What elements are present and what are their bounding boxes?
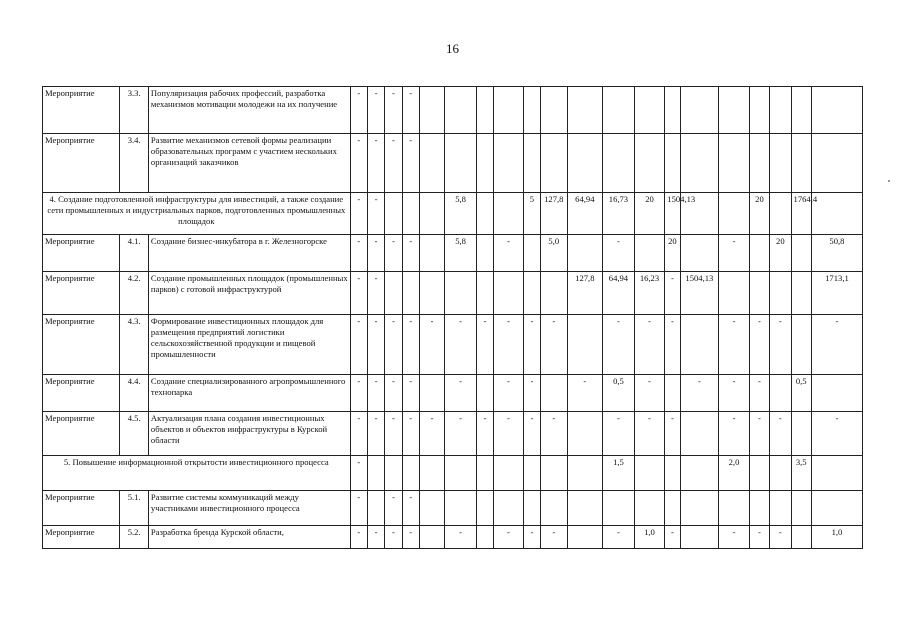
value-cell: - [494,315,524,375]
measure-title: Разработка бренда Курской области, [148,526,350,549]
value-cell [603,87,635,134]
value-cell [567,134,603,193]
value-cell: - [402,315,419,375]
measure-number: 5.1. [120,491,149,526]
value-cell [523,235,540,272]
value-cell: - [402,375,419,412]
value-cell: - [367,235,384,272]
value-cell [494,193,524,235]
value-cell: - [665,272,680,315]
value-cell [749,134,769,193]
value-cell: - [367,375,384,412]
value-cell [523,272,540,315]
value-cell [719,193,750,235]
events-table [42,86,863,549]
value-cell: 64,94 [603,272,635,315]
value-cell [541,491,567,526]
value-cell [541,272,567,315]
value-cell [567,526,603,549]
value-cell [476,193,493,235]
value-cell [385,272,402,315]
value-cell: - [350,375,367,412]
value-cell: 1713,1 [811,272,862,315]
value-cell [770,456,791,491]
value-cell [567,412,603,456]
measure-number: 4.1. [120,235,149,272]
measure-title: Развитие механизмов сетевой формы реализации образовательных программ с участием нескольких организаций заказчиков [148,134,350,193]
value-cell: - [445,315,477,375]
value-cell [476,456,493,491]
value-cell [680,456,719,491]
value-cell [567,456,603,491]
value-cell: - [385,412,402,456]
value-cell: - [402,412,419,456]
measure-number: 5.2. [120,526,149,549]
value-cell: 1,0 [634,526,665,549]
value-cell [385,193,402,235]
value-cell [770,193,791,235]
value-cell [749,272,769,315]
value-cell: - [541,412,567,456]
value-cell [567,491,603,526]
measure-title: Популяризация рабочих профессий, разработка механизмов мотивации молодежи на их получение [148,87,350,134]
value-cell [567,315,603,375]
value-cell [680,315,719,375]
value-cell: - [811,315,862,375]
value-cell [665,375,680,412]
measure-kind: Мероприятие [43,87,120,134]
value-cell: 0,5 [603,375,635,412]
value-cell [791,87,811,134]
value-cell [665,456,680,491]
value-cell: - [350,526,367,549]
value-cell [811,375,862,412]
value-cell [419,375,444,412]
value-cell: - [719,412,750,456]
value-cell: - [419,315,444,375]
value-cell: - [719,235,750,272]
value-cell [445,87,477,134]
value-cell: - [385,87,402,134]
value-cell: 5,0 [541,235,567,272]
value-cell: - [445,412,477,456]
measure-title: Создание специализированного агропромышленного технопарка [148,375,350,412]
measure-title: Создание бизнес-инкубатора в г. Железногорске [148,235,350,272]
value-cell: - [494,235,524,272]
value-cell [419,87,444,134]
value-cell [791,412,811,456]
value-cell: - [350,193,367,235]
value-cell: 1,0 [811,526,862,549]
value-cell: - [603,412,635,456]
value-cell [749,87,769,134]
value-cell: - [476,412,493,456]
section-title: 5. Повышение информационной открытости инвестиционного процесса [43,456,351,491]
value-cell: - [367,315,384,375]
value-cell [811,134,862,193]
value-cell [419,272,444,315]
value-cell: 16,23 [634,272,665,315]
value-cell: - [523,526,540,549]
measure-number: 4.3. [120,315,149,375]
value-cell: - [541,526,567,549]
value-cell [634,491,665,526]
value-cell: - [402,235,419,272]
value-cell: - [567,375,603,412]
value-cell [634,87,665,134]
value-cell [402,272,419,315]
value-cell: 1504,13 [680,272,719,315]
value-cell: - [523,315,540,375]
value-cell: - [350,235,367,272]
value-cell: - [402,87,419,134]
value-cell [419,134,444,193]
value-cell [494,272,524,315]
value-cell [445,456,477,491]
value-cell: - [494,526,524,549]
value-cell: - [770,412,791,456]
value-cell: - [749,526,769,549]
value-cell: - [523,375,540,412]
value-cell: - [402,526,419,549]
value-cell [791,134,811,193]
measure-number: 3.3. [120,87,149,134]
value-cell: 5 [523,193,540,235]
value-cell [791,491,811,526]
value-cell: - [603,235,635,272]
value-cell: - [811,412,862,456]
value-cell: - [749,375,769,412]
value-cell [419,491,444,526]
value-cell [811,456,862,491]
value-cell [719,491,750,526]
value-cell: - [445,375,477,412]
value-cell: - [603,315,635,375]
value-cell: - [385,491,402,526]
measure-kind: Мероприятие [43,526,120,549]
value-cell: - [367,526,384,549]
value-cell [603,491,635,526]
measure-kind: Мероприятие [43,375,120,412]
value-cell: - [367,87,384,134]
value-cell: - [749,315,769,375]
value-cell: - [350,456,367,491]
value-cell: - [665,412,680,456]
value-cell [419,526,444,549]
measure-kind: Мероприятие [43,272,120,315]
value-cell: - [402,134,419,193]
value-cell [719,87,750,134]
value-cell: - [719,526,750,549]
value-cell [541,134,567,193]
value-cell [402,456,419,491]
value-cell: - [402,491,419,526]
value-cell: 5,8 [445,193,477,235]
value-cell: - [719,375,750,412]
value-cell [680,134,719,193]
value-cell: 20 [665,235,680,272]
value-cell [541,87,567,134]
value-cell [719,272,750,315]
value-cell [494,456,524,491]
value-cell: - [350,491,367,526]
value-cell: - [603,526,635,549]
value-cell [494,134,524,193]
value-cell: 3,5 [791,456,811,491]
table-row [43,272,863,315]
value-cell [567,235,603,272]
value-cell: - [634,375,665,412]
value-cell: 2,0 [719,456,750,491]
table-row [43,491,863,526]
measure-title: Развитие системы коммуникаций между участниками инвестиционного процесса [148,491,350,526]
table-row [43,315,863,375]
value-cell: 1764,4 [791,193,811,235]
value-cell [680,235,719,272]
value-cell [419,235,444,272]
value-cell [476,87,493,134]
value-cell [476,491,493,526]
value-cell [680,412,719,456]
value-cell: - [541,315,567,375]
value-cell [634,235,665,272]
value-cell [791,315,811,375]
value-cell: - [367,134,384,193]
value-cell: - [523,412,540,456]
value-cell [680,87,719,134]
value-cell [445,491,477,526]
value-cell [811,491,862,526]
value-cell [476,375,493,412]
value-cell [541,456,567,491]
value-cell: - [350,134,367,193]
value-cell [634,134,665,193]
value-cell [665,87,680,134]
section-title: 4. Создание подготовленной инфраструктуры для инвестиций, а также создание сети промышленных и индустриальных парков, подготовленных промышленных площадок [43,193,351,235]
value-cell: 20 [749,193,769,235]
value-cell: - [350,412,367,456]
value-cell [476,272,493,315]
value-cell: 1504,13 [665,193,680,235]
value-cell [770,272,791,315]
value-cell: - [350,272,367,315]
value-cell: - [665,526,680,549]
scan-speck [888,180,890,182]
value-cell: - [385,375,402,412]
value-cell: - [367,193,384,235]
value-cell: - [350,87,367,134]
value-cell: - [385,235,402,272]
measure-number: 4.4. [120,375,149,412]
value-cell [385,456,402,491]
value-cell: 20 [634,193,665,235]
value-cell [811,87,862,134]
value-cell: - [749,412,769,456]
value-cell [634,456,665,491]
measure-number: 4.2. [120,272,149,315]
table-row [43,235,863,272]
value-cell: 5,8 [445,235,477,272]
value-cell: 64,94 [567,193,603,235]
value-cell: 50,8 [811,235,862,272]
value-cell [770,375,791,412]
value-cell: - [770,526,791,549]
value-cell [445,134,477,193]
measure-kind: Мероприятие [43,412,120,456]
value-cell: 127,8 [567,272,603,315]
value-cell [476,134,493,193]
value-cell [749,491,769,526]
value-cell: - [476,315,493,375]
value-cell: 1,5 [603,456,635,491]
value-cell [665,134,680,193]
value-cell [811,193,862,235]
value-cell [367,456,384,491]
page-number: 16 [446,41,459,56]
value-cell: - [385,134,402,193]
measure-kind: Мероприятие [43,235,120,272]
value-cell: - [385,526,402,549]
value-cell [770,134,791,193]
measure-title: Актуализация плана создания инвестиционных объектов и объектов инфраструктуры в Курской области [148,412,350,456]
value-cell [749,235,769,272]
value-cell [567,87,603,134]
value-cell: - [445,526,477,549]
value-cell [523,87,540,134]
table-row [43,375,863,412]
value-cell [523,134,540,193]
value-cell [402,193,419,235]
value-cell: - [385,315,402,375]
value-cell: - [367,272,384,315]
value-cell: 16,73 [603,193,635,235]
value-cell: 20 [770,235,791,272]
value-cell [791,526,811,549]
value-cell: - [494,375,524,412]
table-body [43,87,863,549]
value-cell: - [719,315,750,375]
value-cell: - [665,315,680,375]
value-cell [445,272,477,315]
measure-number: 4.5. [120,412,149,456]
value-cell [523,456,540,491]
value-cell: - [680,375,719,412]
value-cell [419,456,444,491]
section-row [43,193,863,235]
value-cell [494,87,524,134]
value-cell [541,375,567,412]
value-cell [476,526,493,549]
value-cell: - [494,412,524,456]
value-cell [523,491,540,526]
value-cell: 0,5 [791,375,811,412]
value-cell: - [350,315,367,375]
measure-kind: Мероприятие [43,491,120,526]
measure-title: Формирование инвестиционных площадок для размещения предприятий логистики сельскохозяйственной продукции и пищевой промышленности [148,315,350,375]
value-cell [770,491,791,526]
table-row [43,134,863,193]
value-cell [419,193,444,235]
value-cell [770,87,791,134]
table-row [43,526,863,549]
measure-kind: Мероприятие [43,315,120,375]
table-row [43,412,863,456]
value-cell [476,235,493,272]
value-cell [680,491,719,526]
value-cell [791,235,811,272]
measure-number: 3.4. [120,134,149,193]
value-cell [680,526,719,549]
value-cell [367,491,384,526]
value-cell [791,272,811,315]
measure-title: Создание промышленных площадок (промышленных парков) с готовой инфраструктурой [148,272,350,315]
value-cell [719,134,750,193]
value-cell: - [634,315,665,375]
value-cell: 127,8 [541,193,567,235]
section-row [43,456,863,491]
value-cell [749,456,769,491]
table-row [43,87,863,134]
value-cell: - [770,315,791,375]
measure-kind: Мероприятие [43,134,120,193]
value-cell: - [634,412,665,456]
value-cell: - [367,412,384,456]
value-cell [665,491,680,526]
value-cell [494,491,524,526]
value-cell: - [419,412,444,456]
value-cell [603,134,635,193]
